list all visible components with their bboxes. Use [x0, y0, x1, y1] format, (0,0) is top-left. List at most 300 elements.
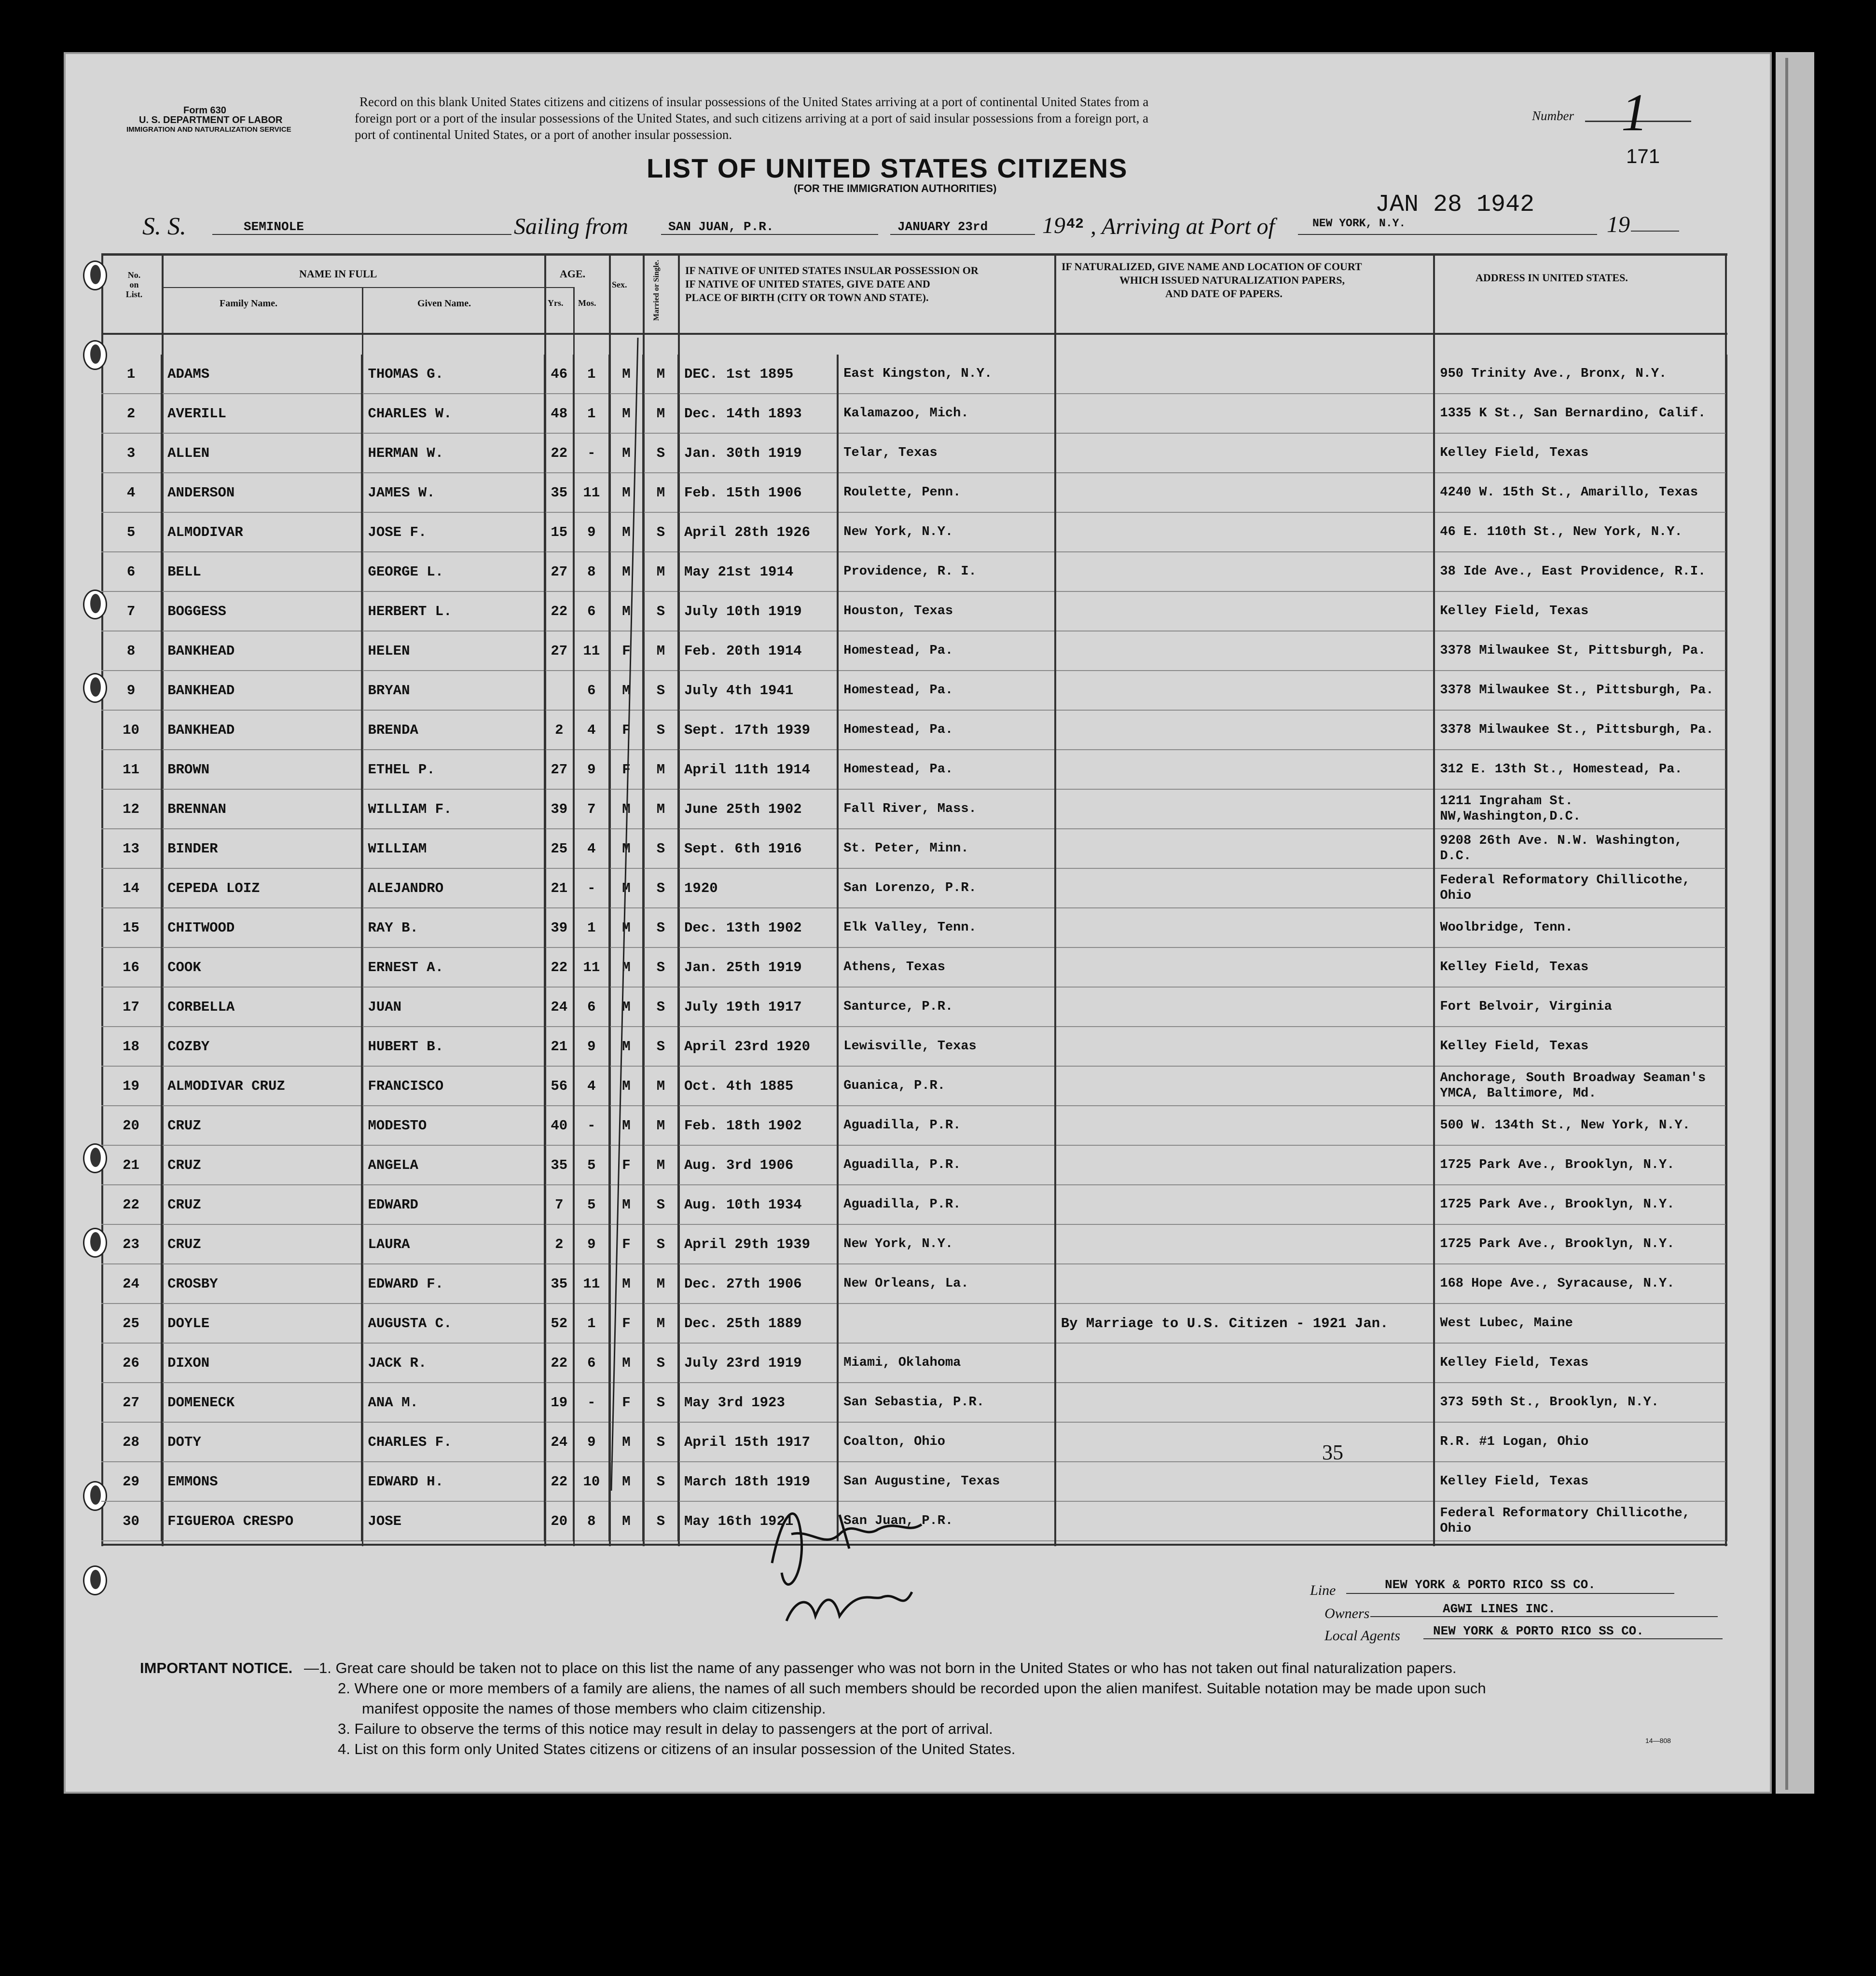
family-name-cell: BELL — [162, 552, 362, 591]
sex-cell: M — [609, 552, 643, 591]
family-name-cell: COZBY — [162, 1027, 362, 1066]
row-number-cell: 6 — [101, 552, 162, 591]
line-value: NEW YORK & PORTO RICO SS CO. — [1385, 1578, 1596, 1592]
age-months-cell: 6 — [574, 1343, 609, 1383]
address-cell: 312 E. 13th St., Homestead, Pa. — [1434, 750, 1726, 789]
year-underline-2 — [1631, 231, 1679, 232]
age-years-cell: 48 — [545, 394, 574, 433]
given-name-cell: ERNEST A. — [362, 947, 544, 987]
marital-status-cell: S — [643, 908, 678, 947]
naturalization-cell — [1055, 473, 1435, 512]
given-name-cell: WILLIAM — [362, 829, 544, 868]
table-row — [101, 1106, 1726, 1145]
address-cell: Federal Reformatory Chillicothe, Ohio — [1434, 868, 1726, 908]
address-cell: 38 Ide Ave., East Providence, R.I. — [1434, 552, 1726, 591]
header-naturalized-1: IF NATURALIZED, GIVE NAME AND LOCATION OF COURT — [1062, 261, 1362, 273]
birth-place-cell: New Orleans, La. — [838, 1264, 1055, 1304]
given-name-cell: LAURA — [362, 1224, 544, 1264]
age-years-cell: 15 — [545, 512, 574, 552]
arrival-port: NEW YORK, N.Y. — [1312, 217, 1406, 230]
year-suffix: 42 — [1066, 216, 1084, 233]
marital-status-cell: M — [643, 789, 678, 829]
form-title: LIST OF UNITED STATES CITIZENS — [647, 153, 1128, 183]
number-label: Number — [1532, 109, 1574, 123]
address-cell: Fort Belvoir, Virginia — [1434, 987, 1726, 1027]
family-name-cell: DIXON — [162, 1343, 362, 1383]
age-subheader-rule — [544, 287, 573, 288]
age-years-cell: 24 — [545, 1422, 574, 1462]
ship-underline — [212, 234, 511, 235]
sex-cell: M — [609, 433, 643, 473]
form-subtitle: (FOR THE IMMIGRATION AUTHORITIES) — [794, 182, 997, 194]
row-number-cell: 7 — [101, 591, 162, 631]
naturalization-cell — [1055, 1106, 1435, 1145]
birth-date-cell: May 16th 1921 — [678, 1501, 838, 1541]
age-months-cell: 4 — [574, 710, 609, 750]
address-cell: Anchorage, South Broadway Seaman's YMCA, Baltimore, Md. — [1434, 1066, 1726, 1106]
notice-item-3: 3. Failure to observe the terms of this notice may result in delay to passengers at the port of arrival. — [338, 1720, 993, 1737]
arrival-port-underline — [1298, 234, 1597, 235]
sex-cell: M — [609, 473, 643, 512]
birth-place-cell: Homestead, Pa. — [838, 631, 1055, 671]
birth-place-cell: San Juan, P.R. — [838, 1501, 1055, 1541]
birth-place-cell: East Kingston, N.Y. — [838, 355, 1055, 394]
form-code: 14—808 — [1645, 1737, 1671, 1744]
sail-date-underline — [890, 234, 1035, 235]
birth-place-cell: Coalton, Ohio — [838, 1422, 1055, 1462]
marital-status-cell: S — [643, 1462, 678, 1501]
marital-status-cell: S — [643, 1422, 678, 1462]
sex-cell: M — [609, 1185, 643, 1224]
header-naturalized-2: WHICH ISSUED NATURALIZATION PAPERS, — [1119, 274, 1345, 286]
row-number-cell: 5 — [101, 512, 162, 552]
address-cell: 500 W. 134th St., New York, N.Y. — [1434, 1106, 1726, 1145]
birth-date-cell: July 10th 1919 — [678, 591, 838, 631]
given-name-cell: EDWARD F. — [362, 1264, 544, 1304]
sex-cell: M — [609, 355, 643, 394]
address-cell: 3378 Milwaukee St, Pittsburgh, Pa. — [1434, 631, 1726, 671]
age-months-cell: 1 — [574, 908, 609, 947]
birth-place-cell: Homestead, Pa. — [838, 710, 1055, 750]
birth-place-cell — [838, 1304, 1055, 1343]
given-name-cell: AUGUSTA C. — [362, 1304, 544, 1343]
birth-date-cell: Aug. 3rd 1906 — [678, 1145, 838, 1185]
header-yrs: Yrs. — [548, 298, 564, 308]
given-name-cell: BRYAN — [362, 671, 544, 710]
line-label: Line — [1310, 1582, 1336, 1598]
address-cell: Kelley Field, Texas — [1434, 1462, 1726, 1501]
address-cell: 373 59th St., Brooklyn, N.Y. — [1434, 1383, 1726, 1422]
age-months-cell: - — [574, 1106, 609, 1145]
marital-status-cell: S — [643, 1185, 678, 1224]
marital-status-cell: M — [643, 1145, 678, 1185]
marital-status-cell: M — [643, 355, 678, 394]
age-months-cell: 11 — [574, 947, 609, 987]
age-months-cell: 6 — [574, 987, 609, 1027]
naturalization-cell — [1055, 394, 1435, 433]
header-age: AGE. — [560, 268, 586, 280]
notice-item-2b: manifest opposite the names of those members who claim citizenship. — [362, 1700, 826, 1717]
given-name-cell: JOSE — [362, 1501, 544, 1541]
marital-status-cell: M — [643, 1106, 678, 1145]
sex-cell: M — [609, 829, 643, 868]
age-months-cell: 5 — [574, 1145, 609, 1185]
birth-date-cell: DEC. 1st 1895 — [678, 355, 838, 394]
naturalization-cell — [1055, 1027, 1435, 1066]
sex-cell: F — [609, 1383, 643, 1422]
sex-cell: M — [609, 1462, 643, 1501]
sex-cell: M — [609, 868, 643, 908]
row-number-cell: 24 — [101, 1264, 162, 1304]
marital-status-cell: M — [643, 473, 678, 512]
marital-status-cell: S — [643, 1501, 678, 1541]
age-years-cell: 24 — [545, 987, 574, 1027]
arrival-stamp: JAN 28 1942 — [1375, 191, 1535, 219]
naturalization-cell — [1055, 1145, 1435, 1185]
notice-heading: IMPORTANT NOTICE. — [140, 1660, 293, 1676]
age-months-cell: 4 — [574, 829, 609, 868]
ss-label: S. S. — [142, 213, 186, 240]
age-months-cell: 11 — [574, 631, 609, 671]
table-row — [101, 631, 1726, 671]
header-no-on-list: No. on List. — [125, 270, 143, 299]
line-underline — [1346, 1593, 1674, 1594]
address-cell: Kelley Field, Texas — [1434, 591, 1726, 631]
tally-number: 35 — [1322, 1441, 1343, 1464]
table-row — [101, 750, 1726, 789]
marital-status-cell: S — [643, 433, 678, 473]
marital-status-cell: S — [643, 1383, 678, 1422]
row-number-cell: 28 — [101, 1422, 162, 1462]
given-name-cell: MODESTO — [362, 1106, 544, 1145]
birth-place-cell: Kalamazoo, Mich. — [838, 394, 1055, 433]
address-cell: Woolbridge, Tenn. — [1434, 908, 1726, 947]
table-row — [101, 1027, 1726, 1066]
birth-place-cell: New York, N.Y. — [838, 1224, 1055, 1264]
family-name-cell: AVERILL — [162, 394, 362, 433]
year-prefix: 19 — [1042, 213, 1065, 238]
family-name-cell: EMMONS — [162, 1462, 362, 1501]
birth-place-cell: Lewisville, Texas — [838, 1027, 1055, 1066]
sex-cell: F — [609, 1304, 643, 1343]
owners-underline — [1370, 1616, 1718, 1617]
table-row — [101, 355, 1726, 394]
table-row — [101, 512, 1726, 552]
instruction-line-3: port of continental United States, or a port of another insular possession. — [355, 127, 732, 142]
given-name-cell: HUBERT B. — [362, 1027, 544, 1066]
birth-place-cell: Roulette, Penn. — [838, 473, 1055, 512]
age-years-cell: 40 — [545, 1106, 574, 1145]
age-years-cell: 22 — [545, 947, 574, 987]
instruction-line-2: foreign port or a port of the insular possessions of the United States, and such citizens arriving at a port of said insular possessions from a foreign port, a — [355, 111, 1149, 125]
age-years-cell: 27 — [545, 552, 574, 591]
marital-status-cell: M — [643, 394, 678, 433]
form-number: Form 630 — [183, 105, 226, 116]
page-edge — [1776, 52, 1814, 1794]
family-name-cell: BANKHEAD — [162, 710, 362, 750]
sex-cell: M — [609, 987, 643, 1027]
sex-check-strokes — [609, 333, 643, 1500]
sex-cell: M — [609, 908, 643, 947]
birth-date-cell: April 23rd 1920 — [678, 1027, 838, 1066]
age-years-cell: 2 — [545, 710, 574, 750]
page-number: 171 — [1626, 145, 1660, 167]
table-row — [101, 552, 1726, 591]
age-years-cell: 20 — [545, 1501, 574, 1541]
table-row — [101, 671, 1726, 710]
table-row — [101, 1185, 1726, 1224]
given-name-cell: HERMAN W. — [362, 433, 544, 473]
header-birth-2: IF NATIVE OF UNITED STATES, GIVE DATE AND — [685, 278, 930, 290]
birth-place-cell: San Augustine, Texas — [838, 1462, 1055, 1501]
birth-place-cell: Guanica, P.R. — [838, 1066, 1055, 1106]
row-number-cell: 10 — [101, 710, 162, 750]
birth-place-cell: St. Peter, Minn. — [838, 829, 1055, 868]
address-cell: 9208 26th Ave. N.W. Washington, D.C. — [1434, 829, 1726, 868]
birth-place-cell: New York, N.Y. — [838, 512, 1055, 552]
inspector-signature — [753, 1476, 1004, 1631]
marital-status-cell: S — [643, 1224, 678, 1264]
naturalization-cell — [1055, 908, 1435, 947]
row-number-cell: 29 — [101, 1462, 162, 1501]
age-months-cell: 11 — [574, 1264, 609, 1304]
table-row — [101, 710, 1726, 750]
family-name-cell: CRUZ — [162, 1224, 362, 1264]
address-cell: Federal Reformatory Chillicothe, Ohio — [1434, 1501, 1726, 1541]
given-name-cell: ETHEL P. — [362, 750, 544, 789]
address-cell: Kelley Field, Texas — [1434, 433, 1726, 473]
given-name-cell: CHARLES F. — [362, 1422, 544, 1462]
family-name-cell: DOMENECK — [162, 1383, 362, 1422]
age-years-cell — [545, 671, 574, 710]
address-cell: West Lubec, Maine — [1434, 1304, 1726, 1343]
table-row — [101, 1224, 1726, 1264]
sex-cell: M — [609, 1264, 643, 1304]
family-name-cell: COOK — [162, 947, 362, 987]
table-row — [101, 394, 1726, 433]
birth-date-cell: July 4th 1941 — [678, 671, 838, 710]
family-name-cell: CEPEDA LOIZ — [162, 868, 362, 908]
birth-place-cell: Fall River, Mass. — [838, 789, 1055, 829]
naturalization-cell — [1055, 868, 1435, 908]
sex-cell: F — [609, 1224, 643, 1264]
instruction-line-1: Record on this blank United States citizens and citizens of insular possessions of the United States arriving at a port of continental United States from a — [359, 95, 1149, 109]
birth-place-cell: Aguadilla, P.R. — [838, 1185, 1055, 1224]
family-name-cell: CORBELLA — [162, 987, 362, 1027]
age-years-cell: 39 — [545, 908, 574, 947]
table-row — [101, 1383, 1726, 1422]
birth-place-cell: Houston, Texas — [838, 591, 1055, 631]
naturalization-cell — [1055, 987, 1435, 1027]
age-years-cell: 27 — [545, 750, 574, 789]
birth-date-cell: Dec. 27th 1906 — [678, 1264, 838, 1304]
given-name-cell: GEORGE L. — [362, 552, 544, 591]
address-cell: 1725 Park Ave., Brooklyn, N.Y. — [1434, 1224, 1726, 1264]
age-months-cell: 9 — [574, 1027, 609, 1066]
sex-cell: M — [609, 671, 643, 710]
family-name-cell: BANKHEAD — [162, 631, 362, 671]
given-name-cell: ANGELA — [362, 1145, 544, 1185]
from-port: SAN JUAN, P.R. — [668, 220, 774, 234]
address-cell: 1211 Ingraham St. NW,Washington,D.C. — [1434, 789, 1726, 829]
birth-place-cell: Aguadilla, P.R. — [838, 1106, 1055, 1145]
given-name-cell: HERBERT L. — [362, 591, 544, 631]
family-name-cell: BRENNAN — [162, 789, 362, 829]
given-name-cell: EDWARD H. — [362, 1462, 544, 1501]
age-months-cell: 7 — [574, 789, 609, 829]
row-number-cell: 30 — [101, 1501, 162, 1541]
row-number-cell: 27 — [101, 1383, 162, 1422]
naturalization-cell — [1055, 1501, 1435, 1541]
naturalization-cell — [1055, 1264, 1435, 1304]
address-cell: Kelley Field, Texas — [1434, 947, 1726, 987]
age-years-cell: 21 — [545, 1027, 574, 1066]
age-months-cell: 10 — [574, 1462, 609, 1501]
family-name-cell: CRUZ — [162, 1185, 362, 1224]
given-name-cell: JOSE F. — [362, 512, 544, 552]
naturalization-cell — [1055, 829, 1435, 868]
given-name-cell: ANA M. — [362, 1383, 544, 1422]
naturalization-cell — [1055, 552, 1435, 591]
age-years-cell: 22 — [545, 1462, 574, 1501]
header-birth-3: PLACE OF BIRTH (CITY OR TOWN AND STATE). — [685, 291, 929, 303]
marital-status-cell: S — [643, 829, 678, 868]
given-name-cell: THOMAS G. — [362, 355, 544, 394]
family-name-cell: ANDERSON — [162, 473, 362, 512]
row-number-cell: 26 — [101, 1343, 162, 1383]
header-given-name: Given Name. — [417, 298, 471, 309]
naturalization-cell — [1055, 1185, 1435, 1224]
marital-status-cell: M — [643, 1304, 678, 1343]
birth-date-cell: Jan. 30th 1919 — [678, 433, 838, 473]
birth-date-cell: Sept. 6th 1916 — [678, 829, 838, 868]
notice-item-4: 4. List on this form only United States citizens or citizens of an insular possession of the United States. — [338, 1741, 1016, 1757]
age-years-cell: 56 — [545, 1066, 574, 1106]
given-name-cell: JAMES W. — [362, 473, 544, 512]
age-months-cell: 1 — [574, 1304, 609, 1343]
family-name-cell: CRUZ — [162, 1106, 362, 1145]
header-address: ADDRESS IN UNITED STATES. — [1476, 272, 1628, 284]
address-cell: R.R. #1 Logan, Ohio — [1434, 1422, 1726, 1462]
birth-date-cell: Oct. 4th 1885 — [678, 1066, 838, 1106]
marital-status-cell: S — [643, 1027, 678, 1066]
table-row — [101, 473, 1726, 512]
sail-date: JANUARY 23rd — [897, 220, 988, 234]
age-years-cell: 46 — [545, 355, 574, 394]
birth-place-cell: Telar, Texas — [838, 433, 1055, 473]
number-value: 1 — [1621, 83, 1648, 142]
sex-cell: M — [609, 512, 643, 552]
age-years-cell: 25 — [545, 829, 574, 868]
department: U. S. DEPARTMENT OF LABOR — [139, 115, 283, 125]
family-name-cell: ALMODIVAR — [162, 512, 362, 552]
family-name-cell: BROWN — [162, 750, 362, 789]
naturalization-cell — [1055, 355, 1435, 394]
birth-place-cell: Providence, R. I. — [838, 552, 1055, 591]
age-years-cell: 35 — [545, 473, 574, 512]
from-port-underline — [661, 234, 878, 235]
birth-place-cell: Santurce, P.R. — [838, 987, 1055, 1027]
age-years-cell: 21 — [545, 868, 574, 908]
birth-place-cell: Aguadilla, P.R. — [838, 1145, 1055, 1185]
age-years-cell: 52 — [545, 1304, 574, 1343]
age-years-cell: 39 — [545, 789, 574, 829]
given-name-cell: FRANCISCO — [362, 1066, 544, 1106]
birth-date-cell: March 18th 1919 — [678, 1462, 838, 1501]
service: IMMIGRATION AND NATURALIZATION SERVICE — [126, 125, 291, 134]
birth-date-cell: Aug. 10th 1934 — [678, 1185, 838, 1224]
sex-cell: M — [609, 394, 643, 433]
row-number-cell: 13 — [101, 829, 162, 868]
notice-item-1: —1. Great care should be taken not to place on this list the name of any passenger who was not born in the United States or who has not taken out final naturalization papers. — [304, 1660, 1457, 1676]
given-name-cell: JACK R. — [362, 1343, 544, 1383]
header-family-name: Family Name. — [220, 298, 277, 309]
table-row — [101, 908, 1726, 947]
marital-status-cell: M — [643, 1264, 678, 1304]
birth-place-cell: Athens, Texas — [838, 947, 1055, 987]
given-name-cell: EDWARD — [362, 1185, 544, 1224]
birth-date-cell: Dec. 25th 1889 — [678, 1304, 838, 1343]
birth-place-cell: San Lorenzo, P.R. — [838, 868, 1055, 908]
address-cell: 3378 Milwaukee St., Pittsburgh, Pa. — [1434, 710, 1726, 750]
family-name-cell: ALMODIVAR CRUZ — [162, 1066, 362, 1106]
page-edge-shadow — [1785, 58, 1788, 1790]
sex-cell: M — [609, 1066, 643, 1106]
sex-cell: M — [609, 947, 643, 987]
age-months-cell: 9 — [574, 1422, 609, 1462]
birth-date-cell: July 23rd 1919 — [678, 1343, 838, 1383]
marital-status-cell: S — [643, 512, 678, 552]
sex-cell: F — [609, 1145, 643, 1185]
row-number-cell: 23 — [101, 1224, 162, 1264]
sex-cell: M — [609, 1106, 643, 1145]
table-row — [101, 789, 1726, 829]
naturalization-cell — [1055, 433, 1435, 473]
marital-status-cell: S — [643, 671, 678, 710]
given-name-cell: BRENDA — [362, 710, 544, 750]
age-months-cell: 1 — [574, 355, 609, 394]
table-top-border — [101, 253, 1727, 256]
naturalization-cell — [1055, 671, 1435, 710]
header-naturalized-3: AND DATE OF PAPERS. — [1165, 288, 1283, 300]
birth-place-cell: Elk Valley, Tenn. — [838, 908, 1055, 947]
birth-place-cell: San Sebastia, P.R. — [838, 1383, 1055, 1422]
year-label-2: 19 — [1607, 212, 1630, 237]
given-name-cell: ALEJANDRO — [362, 868, 544, 908]
row-number-cell: 21 — [101, 1145, 162, 1185]
given-name-cell: CHARLES W. — [362, 394, 544, 433]
agents-label: Local Agents — [1324, 1628, 1400, 1644]
row-number-cell: 22 — [101, 1185, 162, 1224]
sex-cell: M — [609, 591, 643, 631]
marital-status-cell: S — [643, 710, 678, 750]
row-number-cell: 14 — [101, 868, 162, 908]
agents-underline — [1423, 1638, 1723, 1639]
birth-date-cell: May 21st 1914 — [678, 552, 838, 591]
birth-date-cell: Dec. 14th 1893 — [678, 394, 838, 433]
owners-label: Owners — [1324, 1606, 1370, 1621]
age-months-cell: - — [574, 868, 609, 908]
birth-date-cell: Feb. 15th 1906 — [678, 473, 838, 512]
row-number-cell: 15 — [101, 908, 162, 947]
table-row — [101, 1343, 1726, 1383]
table-row — [101, 1422, 1726, 1462]
age-years-cell: 27 — [545, 631, 574, 671]
age-months-cell: 9 — [574, 750, 609, 789]
family-name-cell: DOYLE — [162, 1304, 362, 1343]
marital-status-cell: S — [643, 947, 678, 987]
header-mos: Mos. — [578, 298, 596, 308]
